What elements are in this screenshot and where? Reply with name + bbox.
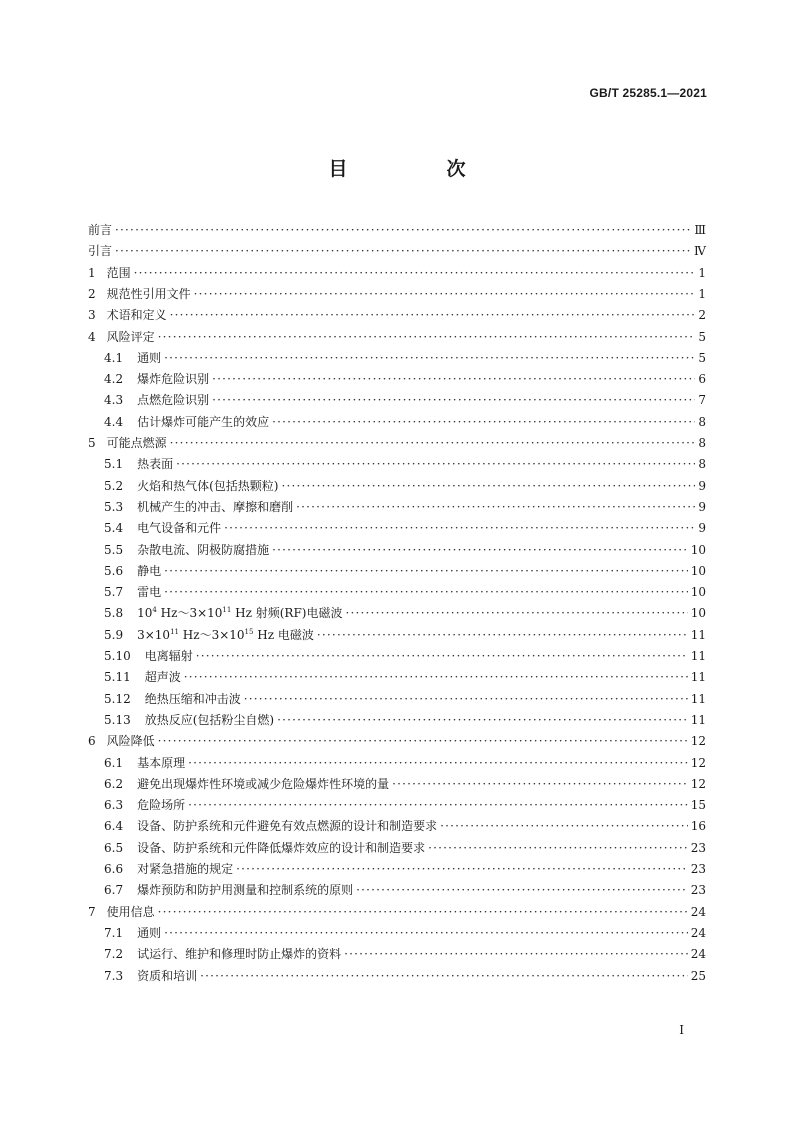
toc-entry-exponent: 11 (222, 606, 232, 615)
toc-entry-page: 23 (690, 883, 706, 898)
toc-entry-text-part: 3×10 (137, 627, 171, 642)
toc-entry-page: 2 (698, 308, 706, 323)
toc-entry-page: 10 (690, 606, 706, 621)
standard-number: GB/T 25285.1—2021 (589, 86, 707, 100)
toc-entry-number: 6.1 (104, 755, 124, 770)
toc-entry-page: 1 (698, 265, 706, 280)
toc-leader-dots (317, 628, 688, 642)
toc-leader-dots (115, 244, 691, 258)
toc-entry-title: 风险降低 (106, 734, 155, 749)
toc-entry-title: 对紧急措施的规定 (137, 862, 234, 876)
toc-entry-title: 机械产生的冲击、摩擦和磨削 (137, 499, 294, 514)
toc-entry-number: 5.5 (104, 542, 124, 557)
toc-entry[interactable] (88, 600, 706, 620)
toc-entry-page: Ⅳ (694, 244, 706, 259)
toc-entry-title: 热表面 (137, 457, 174, 472)
toc-leader-dots (345, 606, 687, 620)
toc-entry-page: 16 (690, 819, 706, 834)
toc-entry-page: 8 (698, 436, 706, 450)
toc-leader-dots (224, 521, 695, 535)
toc-entry[interactable] (88, 451, 706, 471)
toc-entry[interactable] (88, 281, 706, 301)
toc-leader-dots (176, 457, 695, 471)
toc-entry-title: 风险评定 (106, 329, 155, 344)
toc-leader-dots (194, 287, 696, 301)
toc-entry-number: 5.4 (104, 521, 124, 536)
toc-entry[interactable] (88, 941, 706, 961)
toc-entry-page: 23 (690, 840, 706, 855)
toc-entry-number: 5.7 (104, 585, 124, 600)
toc-entry-title: 绝热压缩和冲击波 (144, 691, 241, 706)
toc-entry[interactable] (88, 473, 706, 493)
toc-entry[interactable] (88, 494, 706, 514)
toc-entry[interactable] (88, 366, 706, 386)
toc-entry[interactable] (88, 728, 706, 748)
toc-entry[interactable] (88, 217, 706, 237)
toc-entry-page: 12 (690, 734, 706, 749)
toc-leader-dots (134, 266, 696, 280)
toc-entry-title: 点燃危险识别 (137, 393, 210, 408)
toc-entry-title: 试运行、维护和修理时防止爆炸的资料 (137, 947, 342, 962)
toc-entry-number: 2 (88, 286, 96, 301)
toc-entry-number: 5.12 (104, 691, 131, 706)
toc-entry-title: 术语和定义 (106, 308, 167, 323)
toc-entry-title: 引言 (88, 244, 113, 259)
toc-leader-dots (164, 585, 688, 599)
toc-entry-page: 24 (690, 904, 706, 919)
toc-entry-page: Ⅲ (694, 223, 706, 237)
toc-entry-title: 资质和培训 (137, 968, 198, 983)
toc-entry-page: 11 (690, 649, 706, 663)
toc-entry-title: 基本原理 (137, 755, 186, 770)
toc-entry[interactable] (88, 899, 706, 919)
toc-entry-title: 杂散电流、阴极防腐措施 (137, 542, 270, 557)
toc-entry-number: 4.1 (104, 350, 124, 365)
toc-entry[interactable] (88, 750, 706, 770)
toc-leader-dots (244, 692, 688, 706)
toc-leader-dots (158, 905, 688, 919)
toc-entry-page: 12 (690, 776, 706, 791)
toc-entry-number: 5.11 (104, 670, 131, 685)
toc-entry-title: 静电 (137, 563, 162, 578)
toc-entry-page: 15 (690, 798, 706, 813)
toc-entry-number: 5.13 (104, 712, 131, 727)
toc-entry[interactable] (88, 856, 706, 876)
toc-entry-page: 11 (690, 691, 706, 706)
toc-entry-title (123, 628, 314, 642)
toc-entry-exponent: 4 (152, 606, 157, 615)
toc-leader-dots (440, 819, 688, 833)
toc-entry-number: 6.4 (104, 819, 124, 834)
toc-entry-page: 23 (690, 862, 706, 876)
toc-entry-title: 估计爆炸可能产生的效应 (137, 414, 270, 429)
toc-entry-number: 4.3 (104, 393, 124, 408)
toc-entry-title: 爆炸预防和防护用测量和控制系统的原则 (137, 883, 354, 898)
toc-leader-dots (184, 670, 688, 684)
toc-entry-number: 7.2 (104, 947, 124, 962)
toc-entry-page: 6 (698, 372, 706, 387)
toc-entry-page: 10 (690, 542, 706, 557)
toc-entry[interactable] (88, 537, 706, 557)
toc-entry-page: 1 (698, 286, 706, 301)
toc-entry-title: 使用信息 (106, 904, 155, 919)
toc-entry-number: 6.5 (104, 840, 124, 855)
toc-entry-page: 11 (690, 627, 706, 642)
toc-entry-title: 设备、防护系统和元件避免有效点燃源的设计和制造要求 (137, 819, 438, 834)
toc-entry-title: 电离辐射 (144, 649, 193, 663)
toc-leader-dots (158, 330, 696, 344)
toc-entry[interactable] (88, 643, 706, 663)
toc-leader-dots (281, 479, 695, 493)
page-title: 目 次 (328, 158, 506, 180)
toc-entry[interactable] (88, 835, 706, 855)
toc-entry-exponent: 15 (244, 627, 254, 636)
toc-entry-number: 7.3 (104, 968, 124, 983)
toc-entry[interactable] (88, 409, 706, 429)
toc-entry-text-part: 10 (137, 606, 153, 621)
toc-leader-dots (170, 308, 696, 322)
toc-leader-dots (188, 756, 688, 770)
toc-leader-dots (188, 798, 688, 812)
toc-entry-title: 爆炸危险识别 (137, 372, 210, 387)
toc-entry[interactable] (88, 771, 706, 791)
toc-entry[interactable] (88, 238, 706, 258)
toc-entry[interactable] (88, 302, 706, 322)
toc-leader-dots (277, 713, 688, 727)
toc-entry[interactable] (88, 707, 706, 727)
page-number: Ⅰ (679, 1023, 684, 1037)
toc-entry-number: 5.1 (104, 457, 124, 472)
toc-entry-title (123, 606, 342, 620)
toc-leader-dots (272, 415, 695, 429)
toc-entry-number: 6.3 (104, 798, 124, 813)
toc-entry-number: 5.6 (104, 563, 124, 578)
toc-entry-page: 8 (698, 414, 706, 429)
toc-entry-page: 5 (698, 329, 706, 344)
toc-entry-number: 6 (88, 734, 96, 749)
toc-entry-title: 超声波 (144, 670, 181, 685)
toc-entry-page: 25 (690, 968, 706, 983)
toc-entry[interactable] (88, 813, 706, 833)
toc-entry-exponent: 11 (170, 627, 179, 636)
toc-entry-page: 9 (698, 521, 706, 536)
toc-entry-page: 9 (698, 499, 706, 514)
toc-leader-dots (236, 862, 688, 876)
toc-entry-number: 6.6 (104, 862, 124, 876)
toc-entry-page: 11 (690, 712, 706, 727)
toc-entry[interactable] (88, 430, 706, 450)
toc-entry-text-part: Hz～3×10 (156, 606, 223, 621)
toc-entry[interactable] (88, 664, 706, 684)
toc-entry-title: 范围 (106, 265, 131, 280)
toc-entry-page: 24 (690, 925, 706, 940)
toc-entry[interactable] (88, 558, 706, 578)
toc-leader-dots (164, 351, 695, 365)
toc-entry-number: 4.4 (104, 414, 124, 429)
toc-entry-page: 8 (698, 457, 706, 472)
toc-entry[interactable] (88, 387, 706, 407)
toc-leader-dots (164, 564, 688, 578)
toc-leader-dots (428, 841, 688, 855)
toc-entry-title: 电气设备和元件 (137, 521, 222, 536)
toc-entry-number: 5.9 (104, 627, 124, 642)
toc-entry[interactable] (88, 622, 706, 642)
toc-entry-title: 避免出现爆炸性环境或减少危险爆炸性环境的量 (137, 776, 390, 791)
toc-entry-title: 通则 (137, 350, 162, 365)
toc-entry-number: 6.7 (104, 883, 124, 898)
toc-entry-page: 10 (690, 563, 706, 578)
toc-entry-text-part: Hz 电磁波 (253, 627, 314, 642)
toc-entry-number: 5.3 (104, 499, 124, 514)
toc-entry[interactable] (88, 963, 706, 983)
toc-entry-page: 12 (690, 755, 706, 770)
toc-entry-number: 1 (88, 265, 96, 280)
toc-entry-number: 7.1 (104, 925, 124, 940)
toc-entry-number: 3 (88, 308, 96, 323)
toc-leader-dots (392, 777, 688, 791)
toc-entry-text-part: Hz 射频(RF)电磁波 (231, 606, 343, 621)
toc-entry-title: 通则 (137, 925, 162, 940)
toc-entry[interactable] (88, 324, 706, 344)
toc-entry-page: 11 (690, 670, 706, 685)
toc-leader-dots (212, 393, 695, 407)
toc-entry-number: 6.2 (104, 776, 124, 791)
toc-entry-text-part: Hz～3×10 (178, 627, 245, 642)
toc-entry-title: 雷电 (137, 585, 162, 600)
toc-entry-page: 7 (698, 393, 706, 408)
toc-leader-dots (164, 926, 688, 940)
toc-entry[interactable] (88, 260, 706, 280)
toc-entry-page: 5 (698, 350, 706, 365)
toc-entry-number: 5.10 (104, 649, 131, 663)
toc-entry-number: 5.8 (104, 606, 124, 621)
toc-leader-dots (115, 223, 691, 237)
toc-entry-title: 可能点燃源 (106, 436, 167, 450)
toc-entry[interactable] (88, 515, 706, 535)
toc-leader-dots (356, 883, 688, 897)
toc-entry-title: 规范性引用文件 (106, 286, 191, 301)
toc-entry-number: 4 (88, 329, 96, 344)
toc-leader-dots (212, 372, 695, 386)
toc-entry-number: 5.2 (104, 478, 124, 493)
toc-entry[interactable] (88, 345, 706, 365)
toc-entry-page: 10 (690, 585, 706, 600)
toc-entry[interactable] (88, 579, 706, 599)
toc-entry-page: 24 (690, 947, 706, 962)
toc-entry-title: 危险场所 (137, 798, 186, 813)
toc-entry-title: 放热反应(包括粉尘自燃) (144, 712, 275, 727)
toc-entry-title: 设备、防护系统和元件降低爆炸效应的设计和制造要求 (137, 840, 426, 855)
toc-entry-number: 4.2 (104, 372, 124, 387)
toc-entry-title: 火焰和热气体(包括热颗粒) (137, 478, 279, 493)
toc-leader-dots (272, 543, 688, 557)
toc-entry-number: 5 (88, 436, 96, 450)
toc-leader-dots (344, 947, 688, 961)
toc-leader-dots (158, 734, 688, 748)
toc-entry[interactable] (88, 686, 706, 706)
toc-entry[interactable] (88, 877, 706, 897)
toc-leader-dots (196, 649, 688, 663)
toc-leader-dots (200, 969, 688, 983)
toc-leader-dots (170, 436, 696, 450)
toc-entry-number: 7 (88, 904, 96, 919)
toc-entry[interactable] (88, 792, 706, 812)
toc-entry-title: 前言 (88, 223, 113, 237)
toc-entry-page: 9 (698, 478, 706, 493)
toc-leader-dots (296, 500, 695, 514)
toc-entry[interactable] (88, 920, 706, 940)
